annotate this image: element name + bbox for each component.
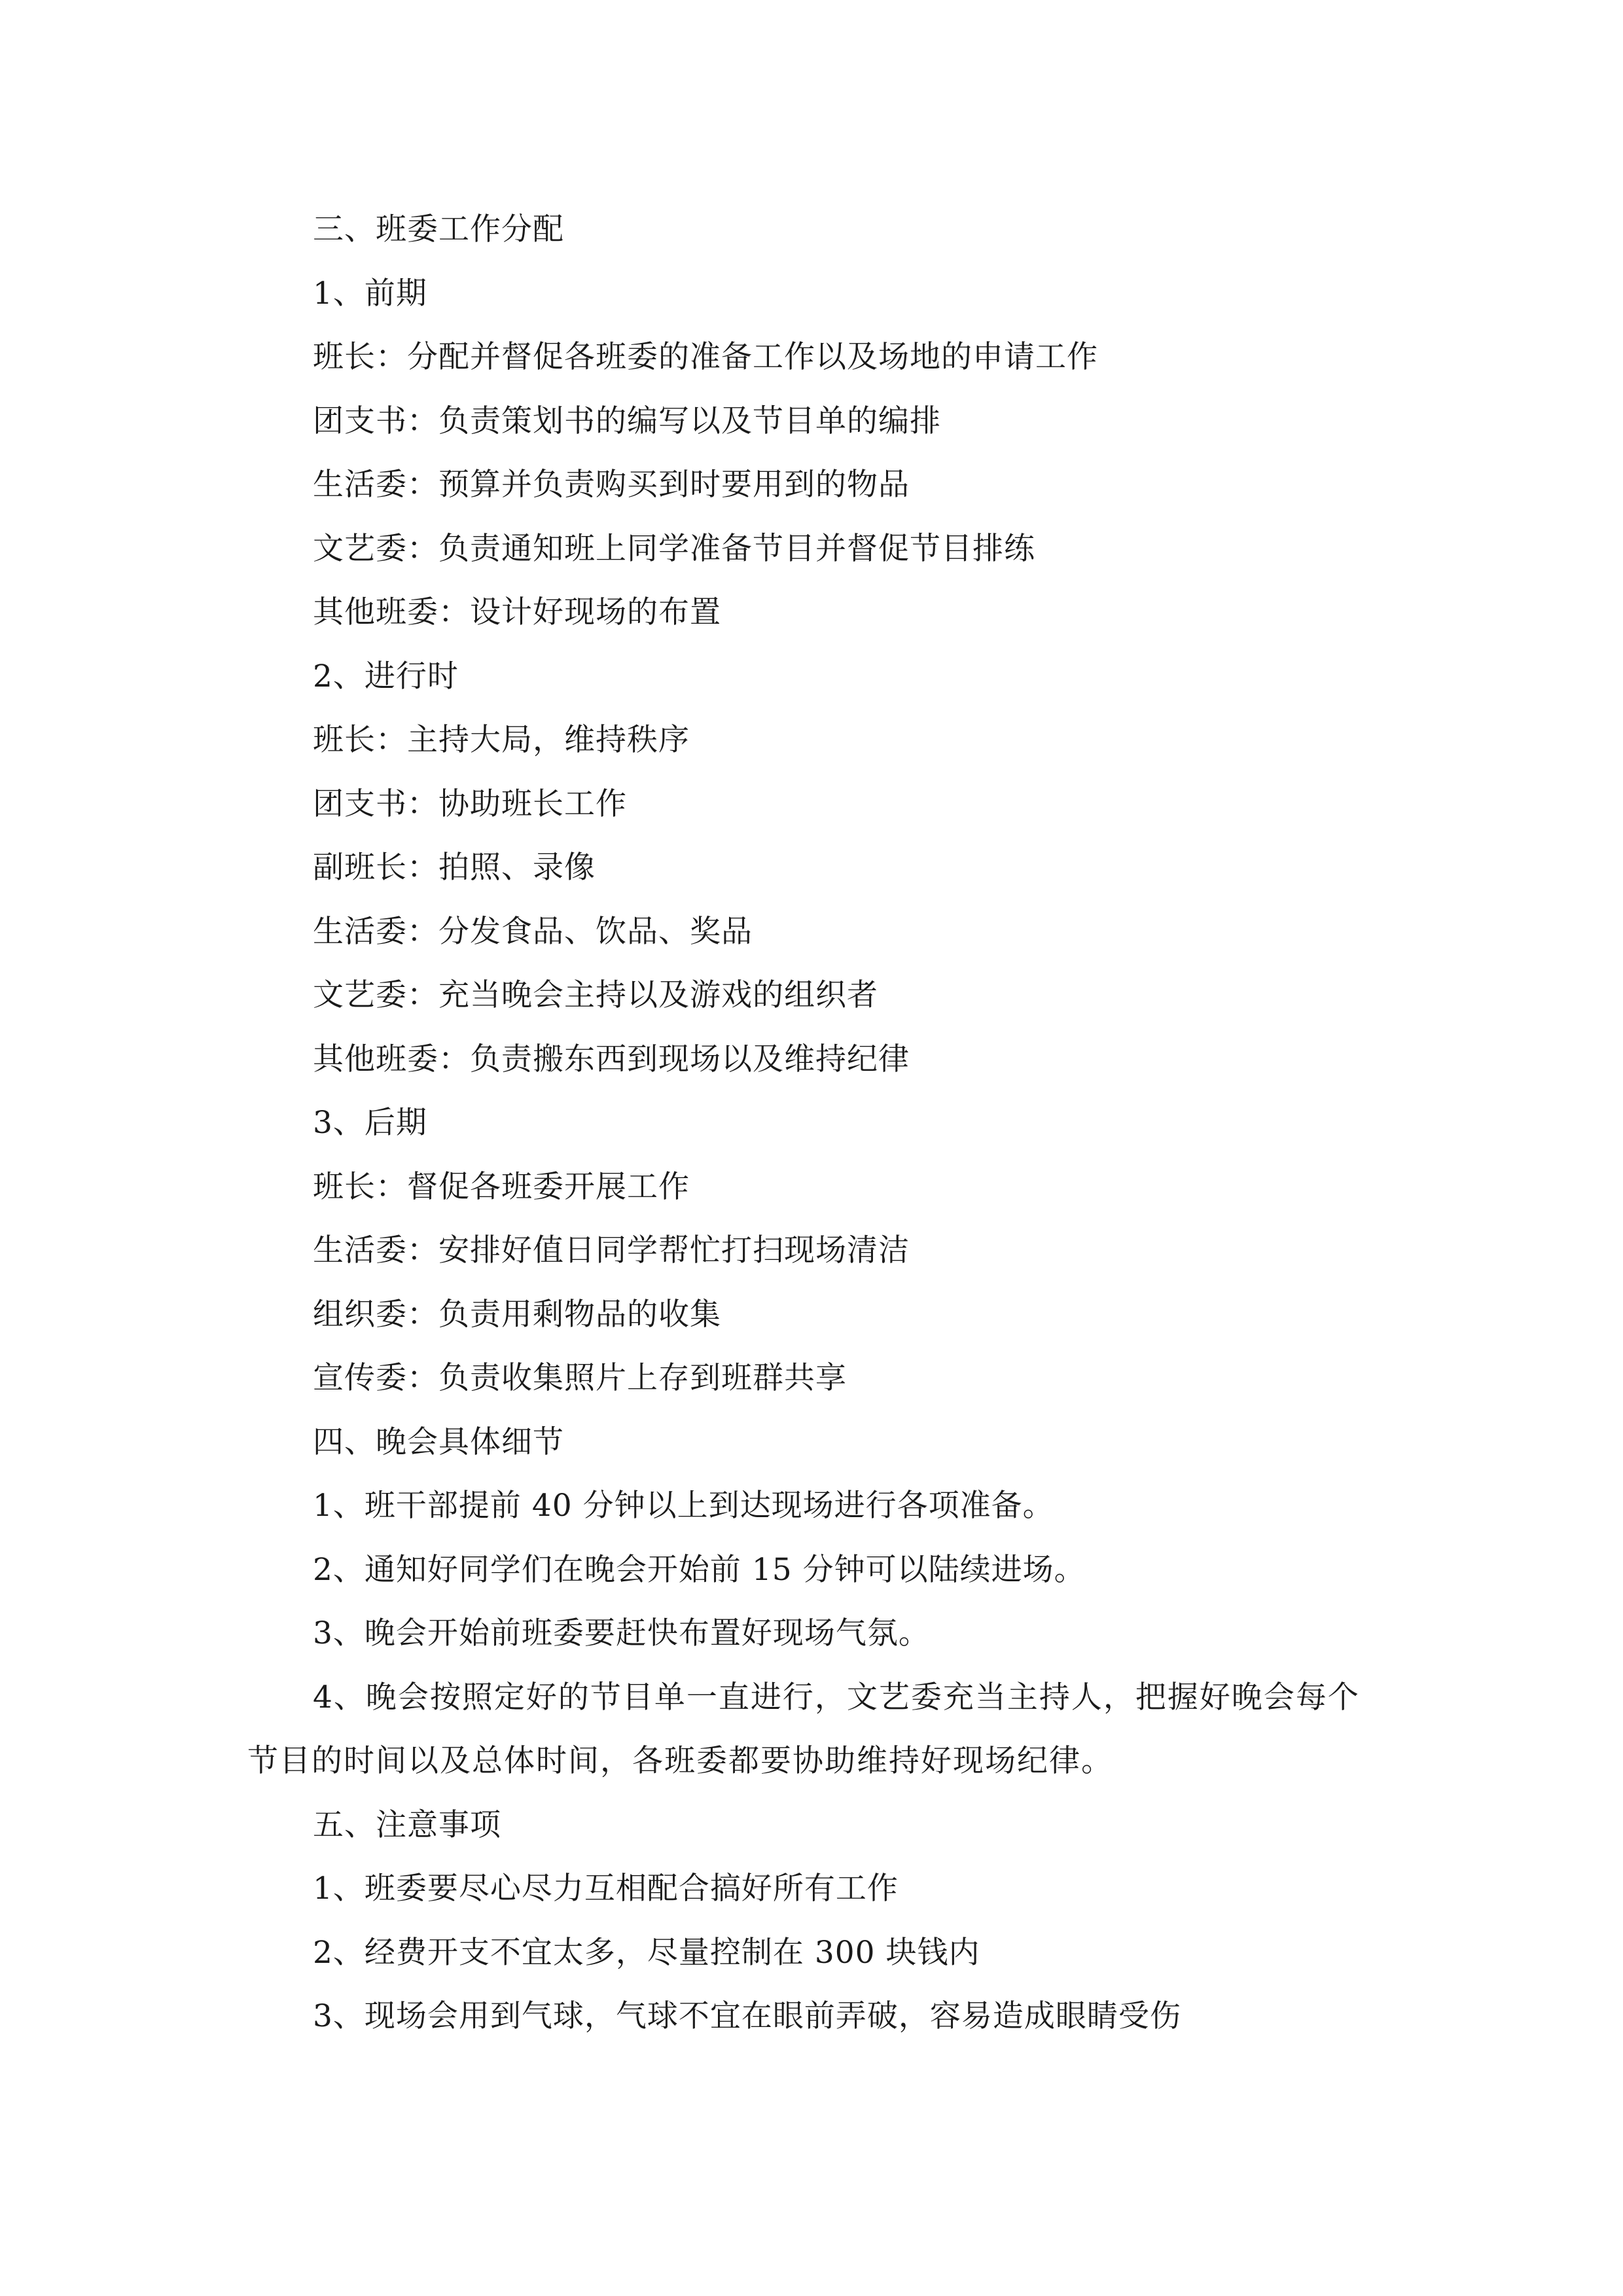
paragraph: 1、班干部提前 40 分钟以上到达现场进行各项准备。 [313,1488,1054,1524]
paragraph: 班长：分配并督促各班委的准备工作以及场地的申请工作 [313,339,1098,375]
subheading-early-stage: 1、前期 [313,275,427,312]
subheading-in-progress: 2、进行时 [313,658,459,694]
paragraph: 3、晚会开始前班委要赶快布置好现场气氛。 [313,1615,930,1651]
paragraph: 团支书：负责策划书的编写以及节目单的编排 [313,403,941,439]
paragraph: 文艺委：负责通知班上同学准备节目并督促节目排练 [313,530,1035,567]
paragraph: 文艺委：充当晚会主持以及游戏的组织者 [313,977,878,1013]
section-heading-4: 四、晚会具体细节 [313,1424,564,1460]
paragraph-multiline: 4、晚会按照定好的节目单一直进行，文艺委充当主持人，把握好晚会每个节目的时间以及总体时间，各班委都要协助维持好现场纪律。 [247,1679,1360,1779]
paragraph: 团支书：协助班长工作 [313,785,627,822]
subheading-late-stage: 3、后期 [313,1105,427,1141]
paragraph: 班长：主持大局，维持秩序 [313,722,690,758]
paragraph: 其他班委：负责搬东西到现场以及维持纪律 [313,1041,910,1077]
paragraph: 2、通知好同学们在晚会开始前 15 分钟可以陆续进场。 [313,1551,1086,1588]
paragraph: 生活委：分发食品、饮品、奖品 [313,913,753,950]
section-heading-3: 三、班委工作分配 [313,211,564,247]
paragraph: 生活委：安排好值日同学帮忙打扫现场清洁 [313,1232,910,1268]
section-heading-5: 五、注意事项 [313,1806,501,1843]
paragraph: 组织委：负责用剩物品的收集 [313,1296,721,1333]
paragraph: 副班长：拍照、录像 [313,850,596,886]
paragraph: 其他班委：设计好现场的布置 [313,594,721,630]
document-body [247,198,1386,2049]
paragraph: 1、班委要尽心尽力互相配合搞好所有工作 [313,1871,899,1907]
paragraph: 3、现场会用到气球，气球不宜在眼前弄破，容易造成眼睛受伤 [313,1998,1181,2034]
paragraph: 2、经费开支不宜太多，尽量控制在 300 块钱内 [313,1934,980,1971]
paragraph: 宣传委：负责收集照片上存到班群共享 [313,1360,847,1396]
paragraph: 班长：督促各班委开展工作 [313,1168,690,1205]
paragraph: 生活委：预算并负责购买到时要用到的物品 [313,467,910,503]
